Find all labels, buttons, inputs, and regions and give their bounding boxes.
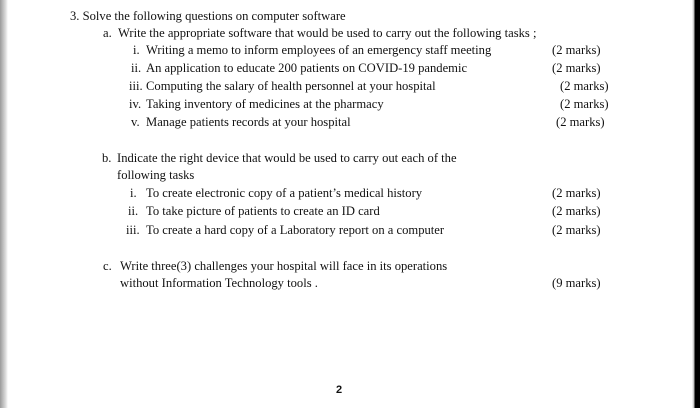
left-page-shadow — [0, 0, 8, 408]
part-b-item-3-text: To create a hard copy of a Laboratory report on a computer — [146, 223, 445, 237]
part-a-item-4-num: iv. — [129, 97, 142, 111]
part-a-item-3-num: iii. — [129, 79, 143, 93]
part-c-prompt-line1: Write three(3) challenges your hospital will face in its operations — [120, 259, 448, 273]
part-c-marks: (9 marks) — [552, 276, 601, 290]
part-a-item-5-marks: (2 marks) — [556, 115, 605, 129]
part-b-label: b. — [102, 151, 112, 165]
part-c-label: c. — [103, 259, 112, 273]
part-a-item-1-text: Writing a memo to inform employees of an emergency staff meeting — [146, 43, 492, 57]
part-b-prompt-line1: Indicate the right device that would be used to carry out each of the — [117, 151, 457, 165]
part-b-item-1-marks: (2 marks) — [552, 186, 601, 200]
part-b-item-2-text: To take picture of patients to create an ID card — [146, 204, 380, 218]
part-a-item-3-text: Computing the salary of health personnel at your hospital — [146, 79, 436, 93]
part-b-item-2-marks: (2 marks) — [552, 204, 601, 218]
part-b-item-3-marks: (2 marks) — [552, 223, 601, 237]
part-b-item-1-num: i. — [130, 186, 137, 200]
question-title: 3. Solve the following questions on computer software — [70, 9, 346, 23]
part-a-item-1-marks: (2 marks) — [552, 43, 601, 57]
part-b-prompt-line2: following tasks — [117, 168, 195, 182]
part-a-label: a. — [103, 26, 112, 40]
part-b-item-3-num: iii. — [126, 223, 140, 237]
part-a-item-2-text: An application to educate 200 patients on COVID-19 pandemic — [146, 61, 468, 75]
part-a-item-3-marks: (2 marks) — [560, 79, 609, 93]
part-a-item-2-marks: (2 marks) — [552, 61, 601, 75]
part-a-item-4-marks: (2 marks) — [560, 97, 609, 111]
page-number: 2 — [336, 384, 343, 396]
part-b-item-1-text: To create electronic copy of a patient’s medical history — [146, 186, 423, 200]
part-a-item-4-text: Taking inventory of medicines at the pharmacy — [146, 97, 384, 111]
part-a-item-2-num: ii. — [131, 61, 142, 75]
right-page-edge — [692, 0, 700, 408]
part-a-item-5-num: v. — [131, 115, 140, 129]
part-a-item-5-text: Manage patients records at your hospital — [146, 115, 351, 129]
part-b-item-2-num: ii. — [128, 204, 139, 218]
part-c-prompt-line2: without Information Technology tools . — [120, 276, 318, 290]
part-a-item-1-num: i. — [133, 43, 140, 57]
part-a-prompt: Write the appropriate software that would be used to carry out the following tasks ; — [118, 26, 537, 40]
